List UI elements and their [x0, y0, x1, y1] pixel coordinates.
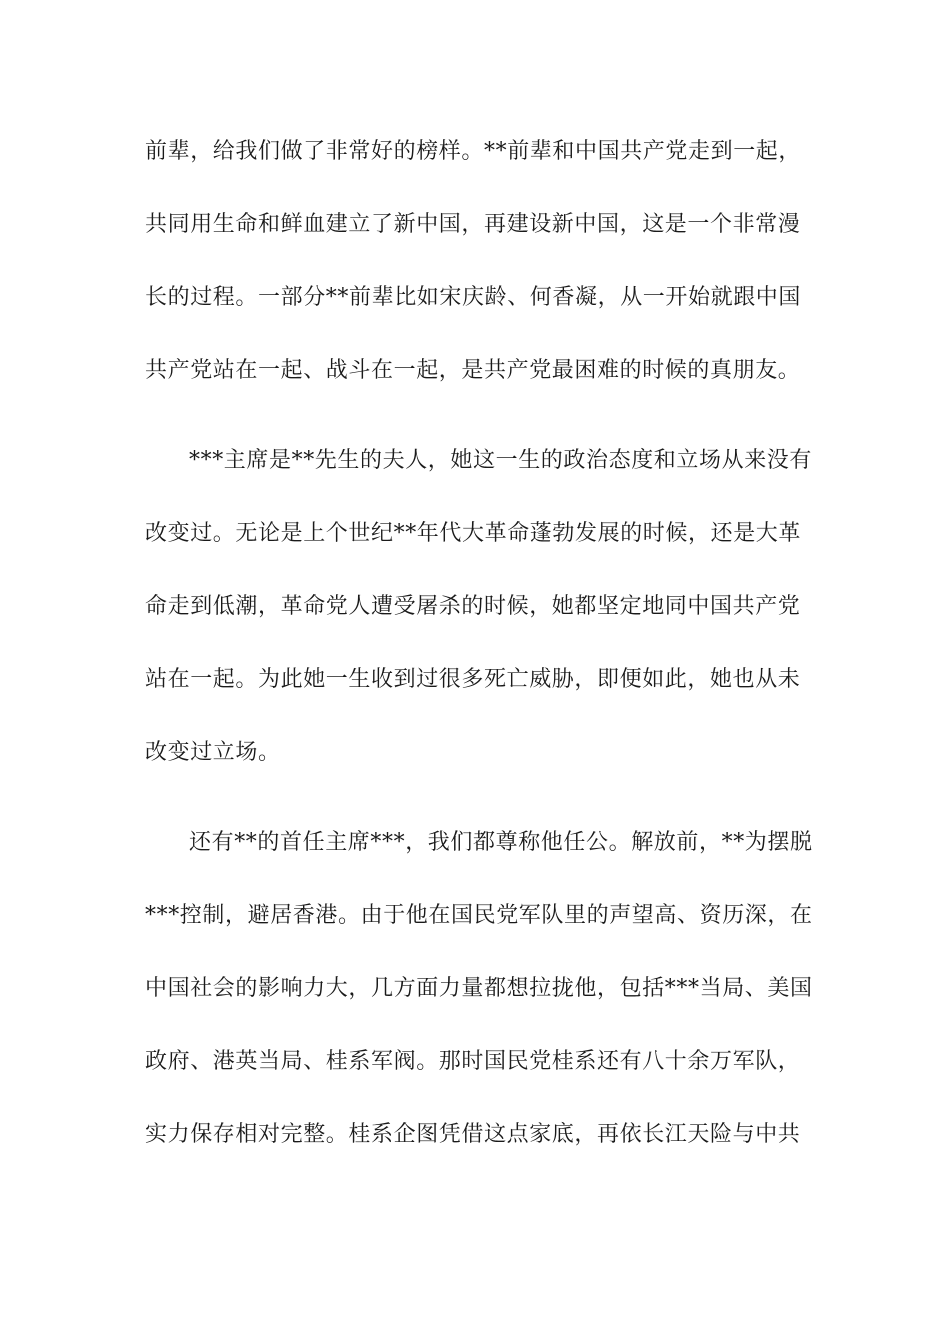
text-line: 改变过立场。 [145, 740, 281, 765]
text-line: 长的过程。一部分**前辈比如宋庆龄、何香凝，从一开始就跟中国 [145, 285, 802, 310]
text-line: 站在一起。为此她一生收到过很多死亡威胁，即便如此，她也从未 [145, 667, 801, 692]
text-line: ***控制，避居香港。由于他在国民党军队里的声望高、资历深，在 [145, 903, 813, 928]
text-line: 改变过。无论是上个世纪**年代大革命蓬勃发展的时候，还是大革 [145, 521, 802, 546]
text-line: 前辈，给我们做了非常好的榜样。**前辈和中国共产党走到一起， [145, 139, 802, 164]
text-line: 共产党站在一起、战斗在一起，是共产党最困难的时候的真朋友。 [145, 358, 801, 383]
text-line: 实力保存相对完整。桂系企图凭借这点家底，再依长江天险与中共 [145, 1122, 801, 1147]
text-line: 共同用生命和鲜血建立了新中国，再建设新中国，这是一个非常漫 [145, 212, 801, 237]
text-line: 政府、港英当局、桂系军阀。那时国民党桂系还有八十余万军队， [145, 1049, 801, 1074]
text-line: 还有**的首任主席***，我们都尊称他任公。解放前，**为摆脱 [189, 830, 813, 855]
text-line: 命走到低潮，革命党人遭受屠杀的时候，她都坚定地同中国共产党 [145, 594, 801, 619]
text-line: ***主席是**先生的夫人，她这一生的政治态度和立场从来没有 [189, 448, 813, 473]
text-line: 中国社会的影响力大，几方面力量都想拉拢他，包括***当局、美国 [145, 976, 813, 1001]
